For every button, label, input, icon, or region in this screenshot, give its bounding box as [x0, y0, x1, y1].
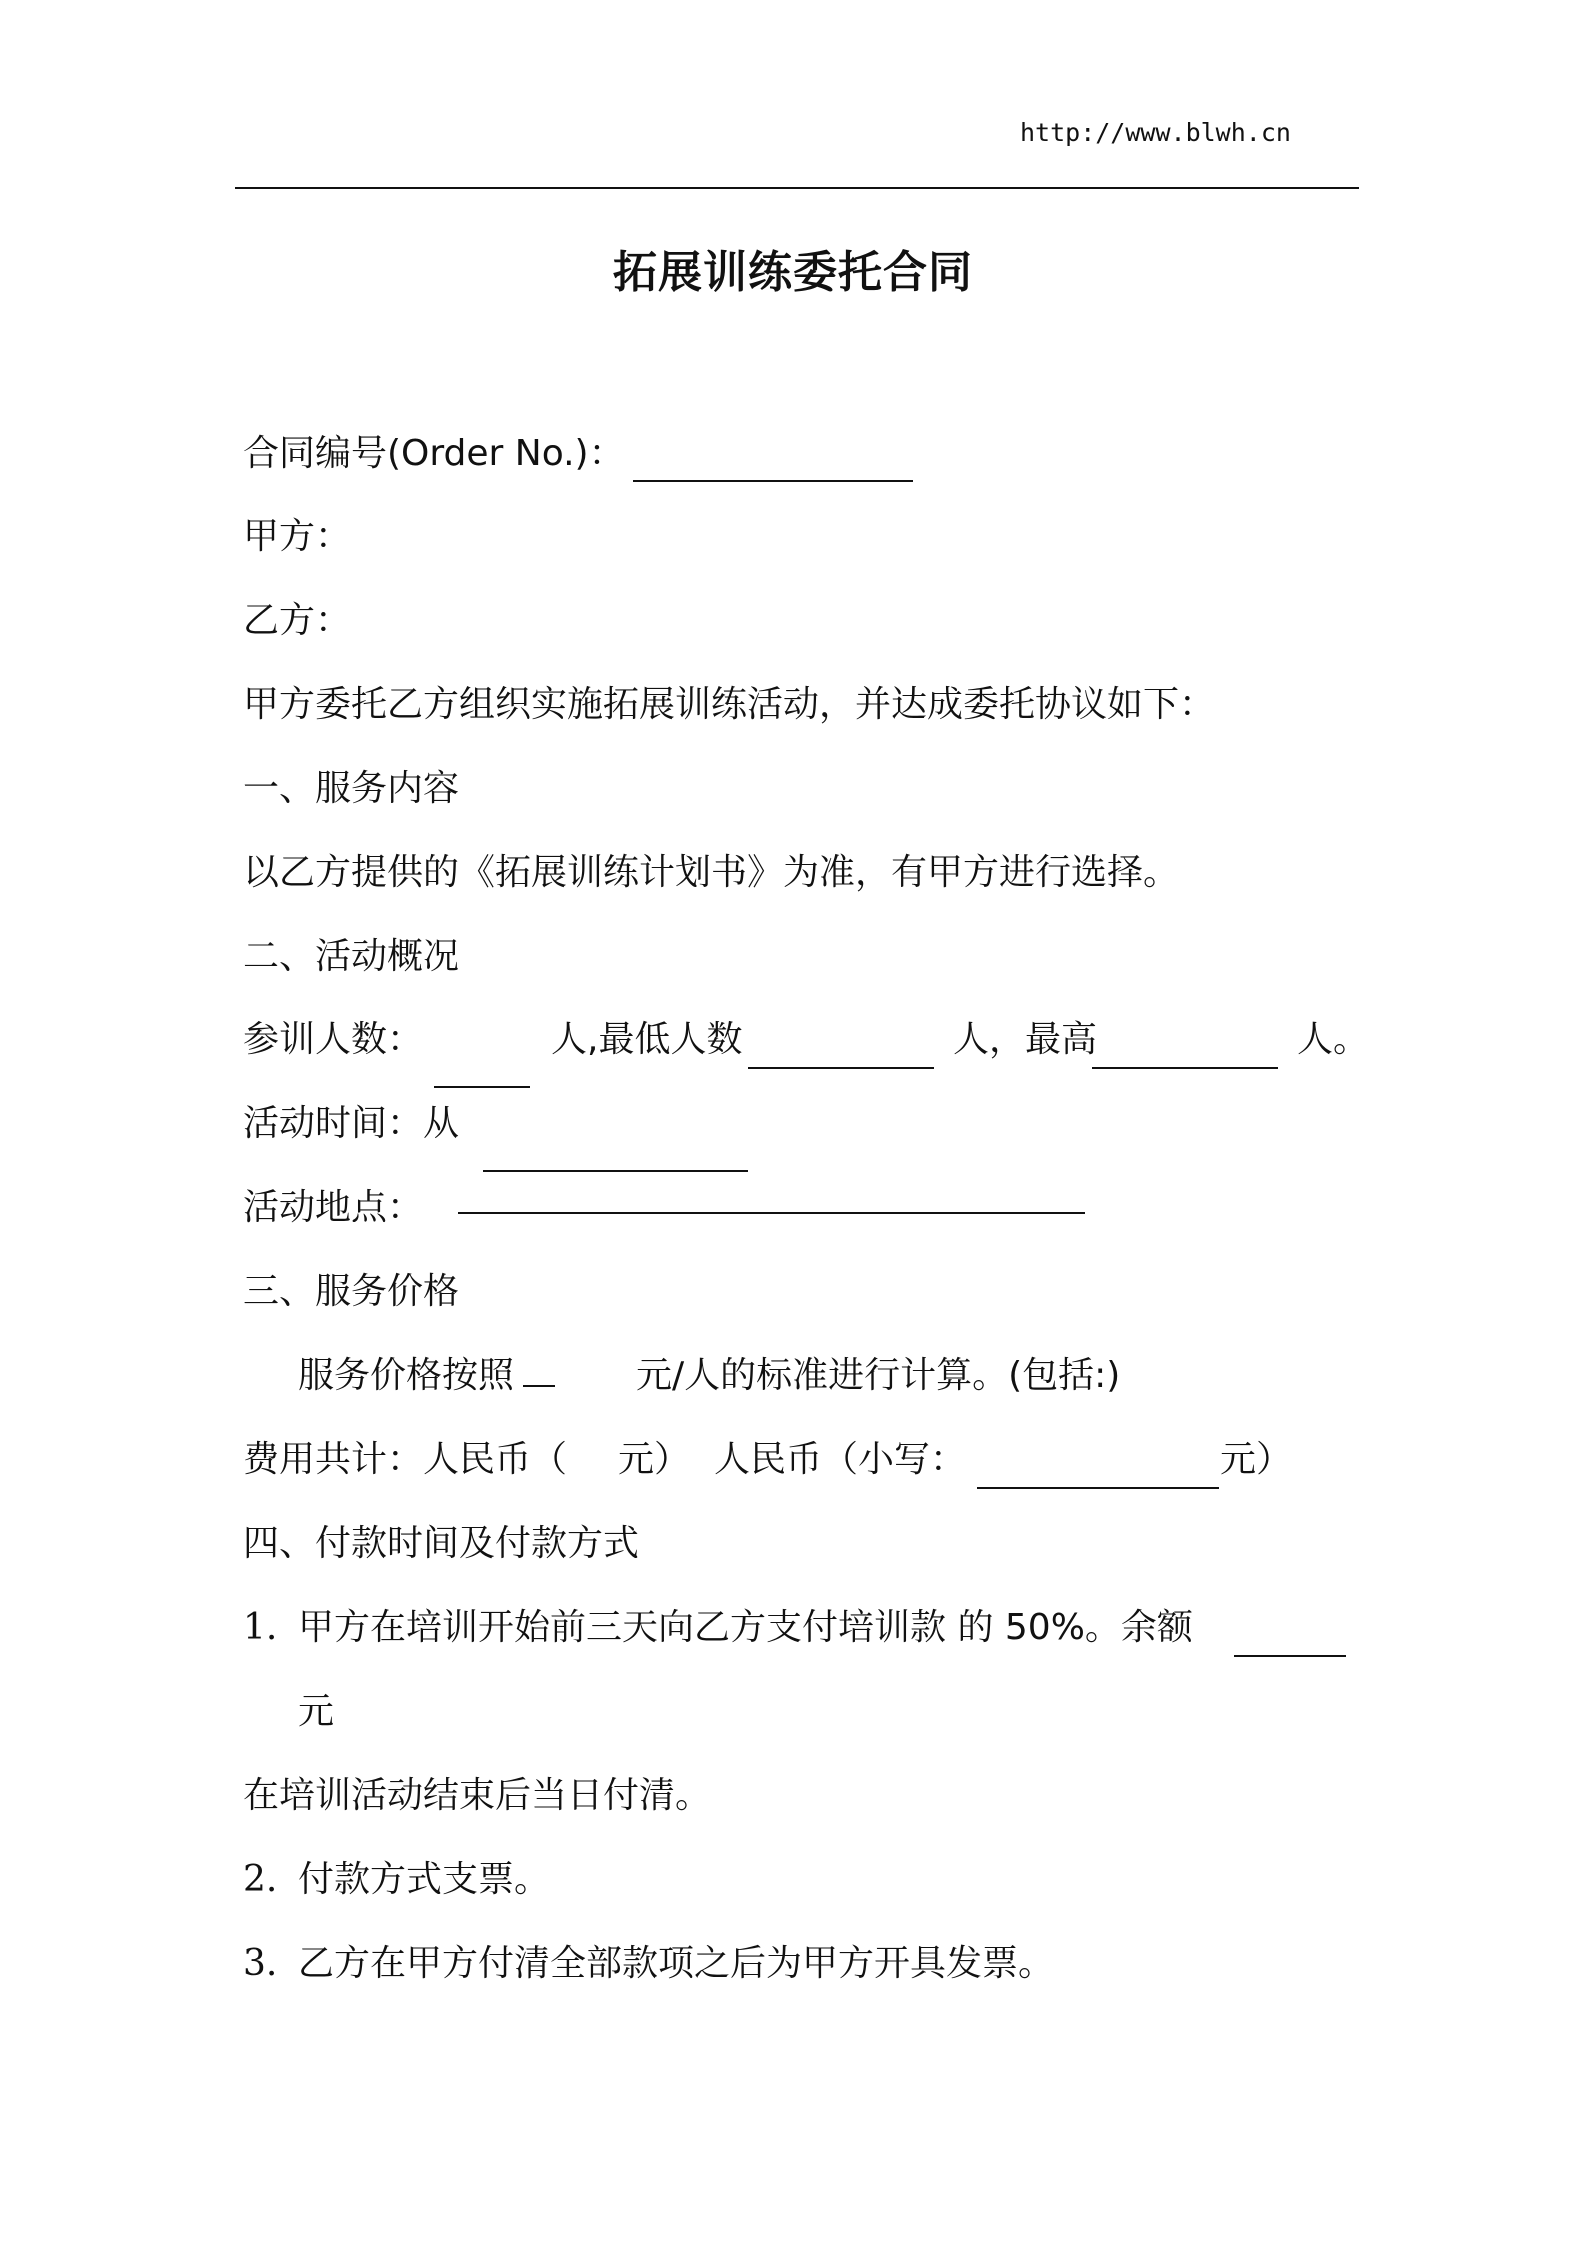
price-prefix: 服务价格按照: [298, 1355, 515, 1396]
section4-heading: 四、付款时间及付款方式: [243, 1523, 640, 1564]
item1-continuation: 在培训活动结束后当日付清。: [243, 1775, 712, 1816]
place-blank[interactable]: [458, 1212, 1085, 1214]
item1-number: 1.: [243, 1607, 278, 1648]
section2-heading: 二、活动概况: [243, 936, 460, 977]
header-divider: [235, 187, 1359, 189]
party-b-label: 乙方：: [243, 600, 352, 641]
participants-label: 参训人数：: [243, 1019, 424, 1060]
price-blank[interactable]: [523, 1385, 555, 1387]
participants-max-label: 人，最高: [953, 1019, 1098, 1060]
order-no-blank[interactable]: [633, 480, 913, 482]
party-a-label: 甲方：: [243, 516, 352, 557]
participants-blank[interactable]: [434, 1086, 530, 1088]
section1-text: 以乙方提供的《拓展训练计划书》为准，有甲方进行选择。: [243, 852, 1180, 893]
total-prefix: 费用共计：人民币（: [243, 1439, 568, 1480]
total-small-blank[interactable]: [977, 1487, 1219, 1489]
participants-min-label: 人,最低人数: [551, 1019, 743, 1060]
item2-number: 2.: [243, 1859, 278, 1900]
item1-text: 甲方在培训开始前三天向乙方支付培训款 的 50%。余额: [298, 1607, 1193, 1648]
intro-paragraph: 甲方委托乙方组织实施拓展训练活动，并达成委托协议如下：: [243, 684, 1216, 725]
participants-end: 人。: [1297, 1019, 1370, 1060]
section1-heading: 一、服务内容: [243, 768, 460, 809]
document-title: 拓展训练委托合同: [613, 247, 973, 298]
total-yuan: 元）: [618, 1439, 691, 1480]
total-end: 元）: [1220, 1439, 1293, 1480]
item1-unit: 元: [298, 1691, 335, 1732]
header-url: http://www.blwh.cn: [1020, 118, 1291, 147]
section3-heading: 三、服务价格: [243, 1271, 460, 1312]
participants-min-blank[interactable]: [748, 1067, 934, 1069]
item2-text: 付款方式支票。: [298, 1859, 551, 1900]
time-blank[interactable]: [483, 1170, 748, 1172]
order-no-label: 合同编号(Order No.)：: [243, 433, 625, 474]
item3-text: 乙方在甲方付清全部款项之后为甲方开具发票。: [298, 1943, 1055, 1984]
total-small-label: 人民币（小写：: [714, 1439, 967, 1480]
time-label: 活动时间：从: [243, 1103, 460, 1144]
place-label: 活动地点：: [243, 1187, 424, 1228]
price-suffix: 元/人的标准进行计算。(包括:): [636, 1355, 1121, 1396]
balance-blank[interactable]: [1234, 1655, 1346, 1657]
participants-max-blank[interactable]: [1092, 1067, 1278, 1069]
item3-number: 3.: [243, 1943, 278, 1984]
